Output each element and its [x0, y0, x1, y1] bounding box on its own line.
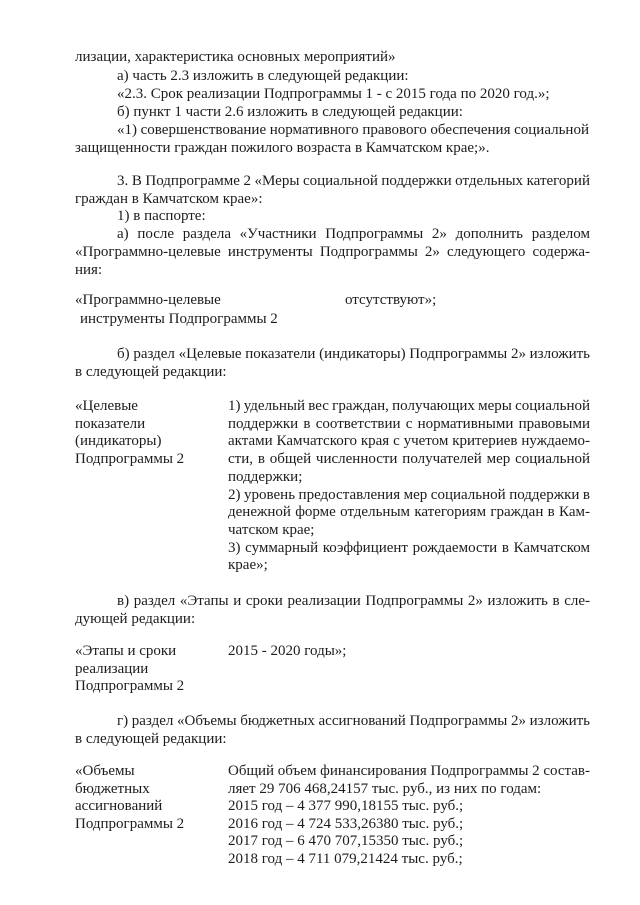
stages-value: 2015 - 2020 годы»;: [228, 643, 347, 659]
indicators-value-line: денежной форме отдельным категориям граждан в Кам-: [228, 504, 590, 520]
indicators-label-line: показатели: [75, 416, 146, 432]
budget-label-line: Подпрограммы 2: [75, 816, 185, 832]
budget-label-line: «Объемы: [75, 763, 135, 779]
indicators-value-line: 1) удельный вес граждан, получающих меры социальной: [228, 398, 590, 414]
passport-item-d-line: в следующей редакции:: [75, 731, 227, 747]
passport-item-a-line: а) после раздела «Участники Подпрограммы 2» дополнить разделом: [117, 226, 590, 242]
amendment-a-text: «2.3. Срок реализации Подпрограммы 1 - с 2015 года по 2020 год.»;: [117, 86, 550, 102]
indicators-label-line: «Целевые: [75, 398, 138, 414]
budget-year-line: 2016 год – 4 724 533,26380 тыс. руб.;: [228, 816, 464, 832]
passport-item-a-line: ния:: [75, 262, 103, 278]
indicators-value-line: чатском крае;: [228, 522, 315, 538]
indicators-label-line: Подпрограммы 2: [75, 451, 185, 467]
indicators-value-line: крае»;: [228, 557, 268, 573]
indicators-value-line: поддержки;: [228, 469, 303, 485]
budget-label-line: ассигнований: [75, 798, 163, 814]
indicators-value-line: поддержки в соответствии с нормативными правовыми: [228, 416, 590, 432]
passport-item-b-line: в следующей редакции:: [75, 364, 227, 380]
stages-label-line: Подпрограммы 2: [75, 678, 185, 694]
stages-label-line: реализации: [75, 661, 149, 677]
passport-item: 1) в паспорте:: [117, 208, 206, 224]
indicators-value-line: 3) суммарный коэффициент рождаемости в Камчатском: [228, 540, 590, 556]
budget-year-line: 2017 год – 6 470 707,15350 тыс. руб.;: [228, 833, 464, 849]
passport-item-c-line: дующей редакции:: [75, 611, 196, 627]
passport-item-b-line: б) раздел «Целевые показатели (индикаторы) Подпрограммы 2» изложить: [117, 346, 590, 362]
tools-value: отсутствуют»;: [345, 292, 437, 308]
continuation-line: лизации, характеристика основных мероприятий»: [75, 49, 396, 65]
section-3-heading-line: граждан в Камчатском крае»:: [75, 191, 263, 207]
budget-label-line: бюджетных: [75, 781, 150, 797]
indicators-label-line: (индикаторы): [75, 433, 162, 449]
tools-label-line: «Программно-целевые: [75, 292, 221, 308]
stages-label-line: «Этапы и сроки: [75, 643, 177, 659]
passport-item-d-line: г) раздел «Объемы бюджетных ассигнований Подпрограммы 2» изложить: [117, 713, 590, 729]
amendment-b-text-line: защищенности граждан пожилого возраста в Камчатском крае;».: [75, 140, 490, 156]
section-3-heading-line: 3. В Подпрограмме 2 «Меры социальной поддержки отдельных категорий: [117, 173, 590, 189]
indicators-value-line: актами Камчатского края с учетом критериев нуждаемо-: [228, 433, 590, 449]
passport-item-c-line: в) раздел «Этапы и сроки реализации Подпрограммы 2» изложить в сле-: [117, 593, 591, 609]
budget-value-line: Общий объем финансирования Подпрограммы 2 состав-: [228, 763, 590, 779]
budget-year-line: 2015 год – 4 377 990,18155 тыс. руб.;: [228, 798, 464, 814]
passport-item-a-line: «Программно-целевые инструменты Подпрограммы 2» следующего содержа-: [75, 244, 590, 260]
budget-year-line: 2018 год – 4 711 079,21424 тыс. руб.;: [228, 851, 463, 867]
indicators-value-line: 2) уровень предоставления мер социальной поддержки в: [228, 487, 590, 503]
amendment-b-instruction: б) пункт 1 части 2.6 изложить в следующей редакции:: [117, 104, 463, 120]
indicators-value-line: сти, в общей численности получателей мер социальной: [228, 451, 590, 467]
budget-value-line: ляет 29 706 468,24157 тыс. руб., из них по годам:: [228, 781, 542, 797]
amendment-a-instruction: а) часть 2.3 изложить в следующей редакции:: [117, 68, 409, 84]
amendment-b-text-line: «1) совершенствование нормативного правового обеспечения социальной: [117, 122, 589, 138]
tools-label-line: инструменты Подпрограммы 2: [80, 311, 278, 327]
